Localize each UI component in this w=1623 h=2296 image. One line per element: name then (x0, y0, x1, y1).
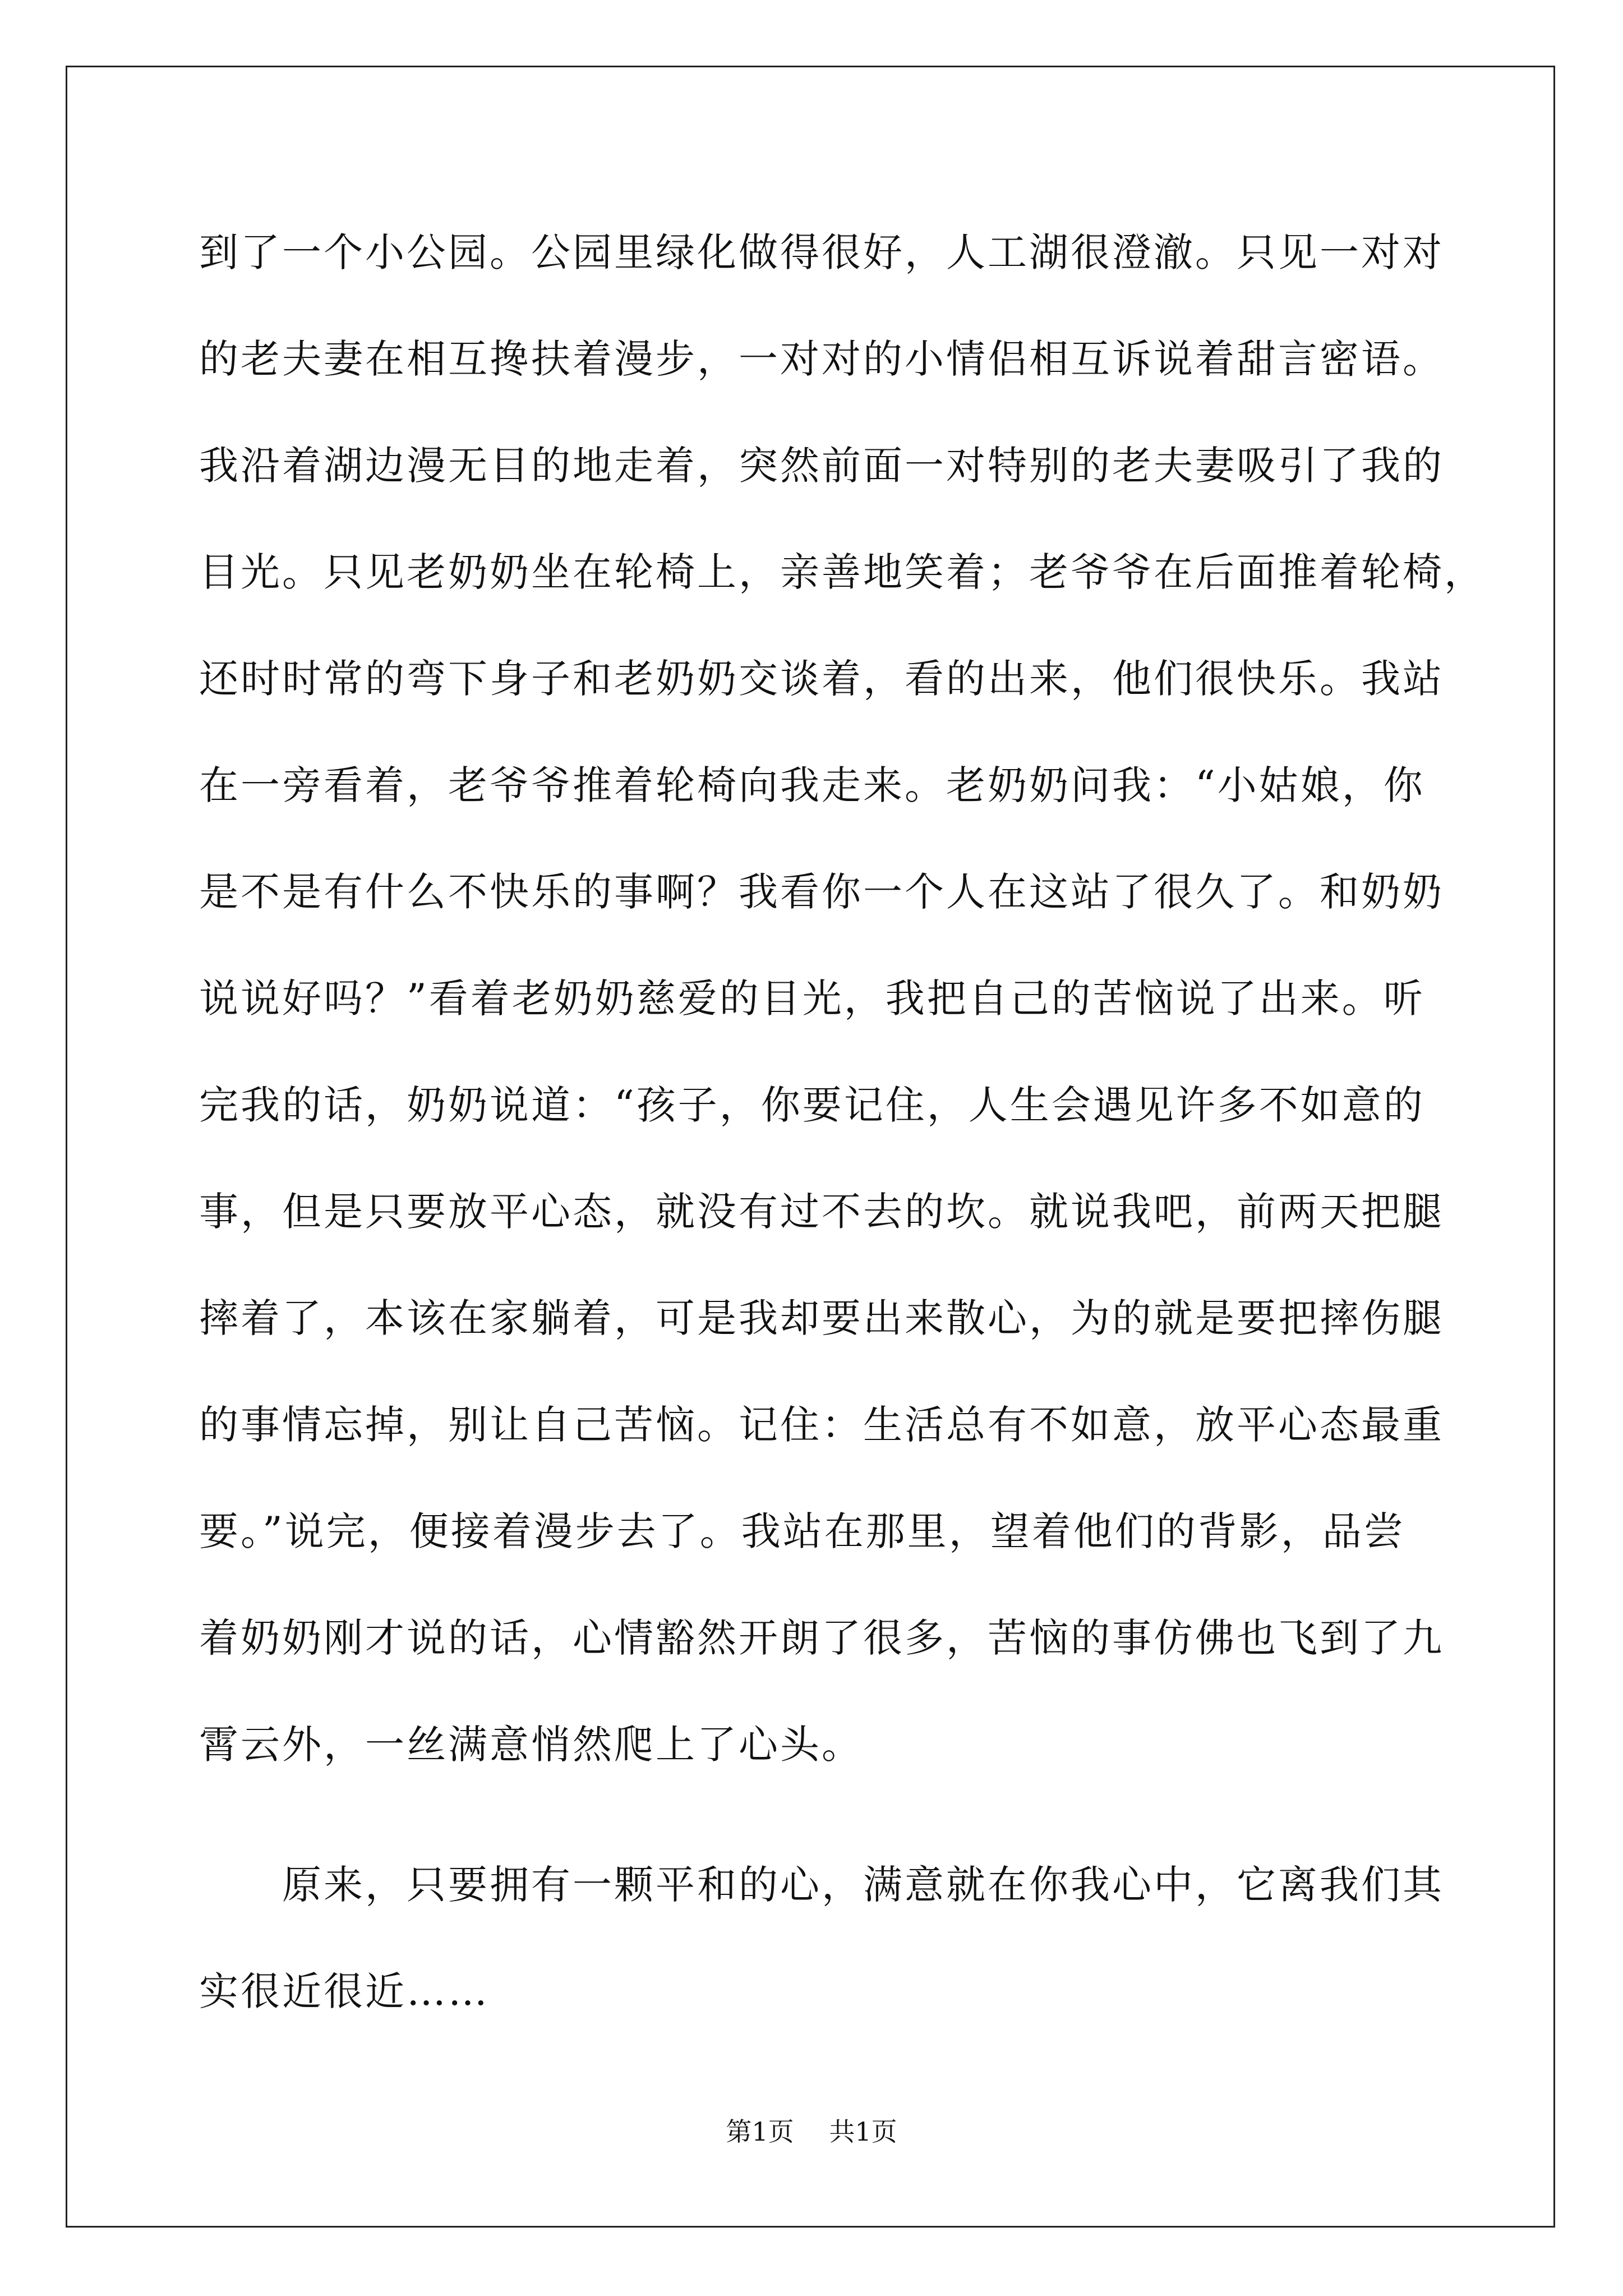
page-footer (0, 2115, 1623, 2148)
text-line: 实很近很近…… (199, 1968, 490, 2014)
text-line: 原来，只要拥有一颗平和的心，满意就在你我心中，它离我们其 (199, 1862, 1444, 1908)
text-line: 还时时常的弯下身子和老奶奶交谈着，看的出来，他们很快乐。我站 (199, 656, 1444, 702)
text-line: 说说好吗？”看着老奶奶慈爱的目光，我把自己的苦恼说了出来。听 (199, 976, 1425, 1022)
text-line: 到了一个小公园。公园里绿化做得很好，人工湖很澄澈。只见一对对 (199, 229, 1444, 275)
text-line: 我沿着湖边漫无目的地走着，突然前面一对特别的老夫妻吸引了我的 (199, 443, 1444, 489)
text-line: 完我的话，奶奶说道：“孩子，你要记住，人生会遇见许多不如意的 (199, 1082, 1425, 1128)
text-line: 霄云外，一丝满意悄然爬上了心头。 (199, 1722, 863, 1768)
text-line: 的老夫妻在相互搀扶着漫步，一对对的小情侣相互诉说着甜言密语。 (199, 336, 1444, 382)
body-text (199, 216, 1486, 2062)
text-line: 的事情忘掉，别让自己苦恼。记住：生活总有不如意，放平心态最重 (199, 1402, 1444, 1448)
page-total: 共1页 (829, 2116, 897, 2147)
paragraph-gap (199, 1815, 1450, 1848)
text-line: 要。”说完，便接着漫步去了。我站在那里，望着他们的背影，品尝 (199, 1508, 1405, 1554)
text-line: 着奶奶刚才说的话，心情豁然开朗了很多，苦恼的事仿佛也飞到了九 (199, 1615, 1444, 1661)
text-line: 目光。只见老奶奶坐在轮椅上，亲善地笑着；老爷爷在后面推着轮椅， (199, 549, 1486, 595)
page-number: 第1页 (726, 2116, 794, 2147)
text-line: 事，但是只要放平心态，就没有过不去的坎。就说我吧，前两天把腿 (199, 1189, 1444, 1235)
text-line: 是不是有什么不快乐的事啊？我看你一个人在这站了很久了。和奶奶 (199, 869, 1444, 915)
text-line: 在一旁看着，老爷爷推着轮椅向我走来。老奶奶问我：“小姑娘，你 (199, 762, 1425, 808)
text-line: 摔着了，本该在家躺着，可是我却要出来散心，为的就是要把摔伤腿 (199, 1295, 1444, 1341)
